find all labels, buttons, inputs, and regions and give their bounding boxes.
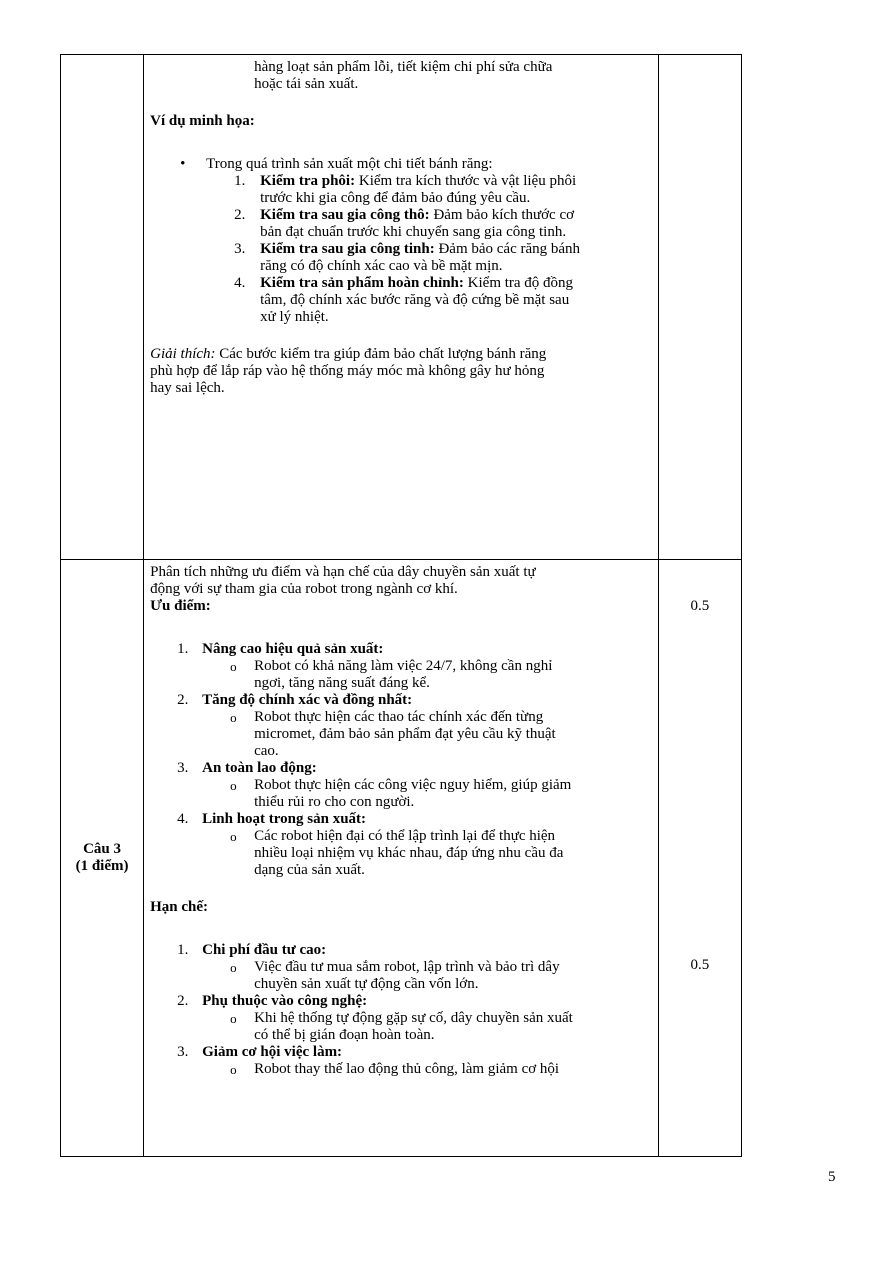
limitation-item [150, 1044, 652, 1061]
sub-item [150, 1061, 652, 1078]
sub-marker: o [230, 960, 237, 975]
table-row [61, 560, 742, 1157]
intro-line: hoặc tái sản xuất. [254, 76, 359, 92]
sub-item [150, 959, 652, 993]
step-text: tâm, độ chính xác bước răng và độ cứng bề mặt sau [260, 292, 570, 308]
bullet-text: Trong quá trình sản xuất một chi tiết bánh răng: [206, 156, 493, 172]
bullet-marker: • [180, 156, 186, 172]
step-number: 2. [234, 207, 246, 223]
sub-item [150, 1010, 652, 1044]
advantages-heading: Ưu điểm: [150, 598, 211, 614]
sub-text: Các robot hiện đại có thể lập trình lại để thực hiện [254, 828, 556, 844]
content-cell [144, 560, 659, 1157]
sub-item [150, 709, 652, 760]
step-text: Đảm bảo kích thước cơ [429, 207, 575, 223]
advantage-item [150, 692, 652, 709]
step-item [150, 241, 652, 275]
sub-text: micromet, đảm bảo sản phẩm đạt yêu cầu kỹ thuật [254, 726, 556, 742]
item-title: Nâng cao hiệu quả sản xuất: [202, 641, 384, 657]
content-cell [144, 55, 659, 560]
sub-text: cao. [254, 743, 279, 759]
sub-text: Robot thay thế lao động thủ công, làm giảm cơ hội [254, 1061, 560, 1077]
step-title: Kiểm tra phôi: [260, 173, 356, 189]
advantage-item [150, 811, 652, 828]
sub-marker: o [230, 829, 237, 844]
advantage-item [150, 641, 652, 658]
step-item [150, 173, 652, 207]
step-title: Kiểm tra sau gia công thô: [260, 207, 430, 223]
answer-table [60, 54, 742, 1157]
prompt-line: Phân tích những ưu điểm và hạn chế của dây chuyền sản xuất tự [150, 564, 536, 580]
step-number: 3. [234, 241, 246, 257]
sub-text: chuyền sản xuất tự động cần vốn lớn. [254, 976, 479, 992]
step-text: răng có độ chính xác cao và bề mặt mịn. [260, 258, 503, 274]
sub-text: Việc đầu tư mua sắm robot, lập trình và bảo trì dây [254, 959, 560, 975]
advantages-score: 0.5 [690, 598, 710, 614]
sub-text: Robot thực hiện các thao tác chính xác đến từng [254, 709, 544, 725]
intro-line: hàng loạt sản phẩm lỗi, tiết kiệm chi phí sửa chữa [254, 59, 553, 75]
sub-item [150, 658, 652, 692]
step-text: Đảm bảo các răng bánh [434, 241, 581, 257]
step-item [150, 207, 652, 241]
step-title: Kiểm tra sản phẩm hoàn chỉnh: [260, 275, 464, 291]
sub-text: thiểu rủi ro cho con người. [254, 794, 415, 810]
bullet-item [150, 156, 652, 173]
explain-label: Giải thích: [150, 346, 216, 362]
sub-item [150, 828, 652, 879]
step-title: Kiểm tra sau gia công tinh: [260, 241, 435, 257]
item-title: An toàn lao động: [202, 760, 317, 776]
score-cell [658, 560, 741, 1157]
item-number: 1. [177, 641, 189, 657]
item-number: 1. [177, 942, 189, 958]
item-number: 2. [177, 692, 189, 708]
item-number: 2. [177, 993, 189, 1009]
sub-item [150, 777, 652, 811]
question-label: Câu 3 [83, 841, 122, 857]
question-label-cell [61, 560, 144, 1157]
sub-text: dạng của sản xuất. [254, 862, 365, 878]
item-number: 3. [177, 1044, 189, 1060]
step-text: Kiểm tra độ đồng [463, 275, 574, 291]
question-points: (1 điểm) [75, 858, 129, 874]
example-heading: Ví dụ minh họa: [150, 113, 255, 129]
limitations-heading: Hạn chế: [150, 899, 209, 915]
item-title: Chi phí đầu tư cao: [202, 942, 327, 958]
sub-text: Khi hệ thống tự động gặp sự cố, dây chuyền sản xuất [254, 1010, 573, 1026]
page-number: 5 [828, 1169, 836, 1185]
limitation-item [150, 993, 652, 1010]
limitations-score: 0.5 [690, 957, 710, 973]
sub-text: ngơi, tăng năng suất đáng kể. [254, 675, 430, 691]
step-number: 4. [234, 275, 246, 291]
explain-text: Các bước kiểm tra giúp đảm bảo chất lượng bánh răng [215, 346, 547, 362]
step-text: trước khi gia công để đảm bảo đúng yêu cầu. [260, 190, 531, 206]
item-number: 4. [177, 811, 189, 827]
item-number: 3. [177, 760, 189, 776]
explain-text: phù hợp để lắp ráp vào hệ thống máy móc mà không gây hư hỏng [150, 363, 545, 379]
step-text: Kiểm tra kích thước và vật liệu phôi [355, 173, 577, 189]
prompt-line: động với sự tham gia của robot trong ngành cơ khí. [150, 581, 458, 597]
item-title: Linh hoạt trong sản xuất: [202, 811, 367, 827]
item-title: Tăng độ chính xác và đồng nhất: [202, 692, 413, 708]
limitation-item [150, 942, 652, 959]
sub-marker: o [230, 710, 237, 725]
item-title: Giảm cơ hội việc làm: [202, 1044, 343, 1060]
table-row [61, 55, 742, 560]
sub-text: có thể bị gián đoạn hoàn toàn. [254, 1027, 435, 1043]
sub-text: Robot có khả năng làm việc 24/7, không cần nghỉ [254, 658, 553, 674]
sub-text: Robot thực hiện các công việc nguy hiểm, giúp giảm [254, 777, 572, 793]
advantage-item [150, 760, 652, 777]
sub-text: nhiều loại nhiệm vụ khác nhau, đáp ứng nhu cầu đa [254, 845, 564, 861]
sub-marker: o [230, 778, 237, 793]
sub-marker: o [230, 1062, 237, 1077]
explain-text: hay sai lệch. [150, 380, 225, 396]
label-cell-empty [61, 55, 144, 560]
step-number: 1. [234, 173, 246, 189]
sub-marker: o [230, 659, 237, 674]
step-text: bản đạt chuẩn trước khi chuyển sang gia công tinh. [260, 224, 567, 240]
score-cell-empty [658, 55, 741, 560]
step-item [150, 275, 652, 326]
step-text: xử lý nhiệt. [260, 309, 329, 325]
sub-marker: o [230, 1011, 237, 1026]
item-title: Phụ thuộc vào công nghệ: [202, 993, 368, 1009]
